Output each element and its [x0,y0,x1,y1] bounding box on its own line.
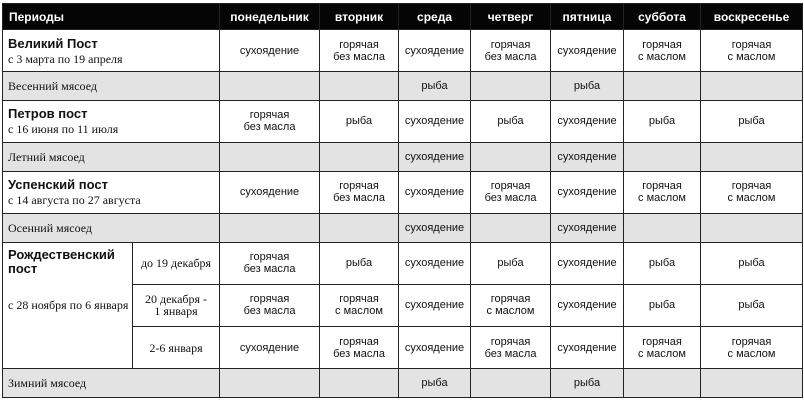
cell-value: сухоядение [557,115,617,128]
subperiod-label [133,242,220,284]
cell-mon [220,171,320,213]
cell-value: сухоядение [239,186,300,199]
cell-fri [551,30,624,72]
cell-value: рыба [345,115,373,128]
cell-fri [551,171,624,213]
cell-sun [701,100,803,142]
header-wednesday: среда [399,4,471,30]
cell-value: рыба [497,115,524,128]
cell-sun [701,242,803,284]
cell-value: сухоядение [557,186,617,199]
cell-value: горячая с маслом [727,180,776,205]
cell-value: горячая с маслом [727,38,776,63]
cell-value: сухоядение [404,341,465,354]
cell-value: горячая с маслом [486,293,535,318]
cell-value: горячая без масла [333,38,385,63]
cell-wed: рыба [399,72,471,101]
row-autumn-meat [3,213,803,242]
cell-mon [220,327,320,369]
cell-fri: сухоядение [551,143,624,172]
cell-mon [220,284,320,326]
cell-wed [399,30,471,72]
cell-value: сухоядение [404,44,465,57]
fasting-calendar-table [2,3,803,398]
period-title: Великий Пост [8,35,98,51]
period-title: Рождественский пост [8,246,115,276]
cell-mon [220,242,320,284]
cell-value: горячая с маслом [638,335,686,360]
header-tuesday: вторник [320,4,399,30]
cell-value: сухоядение [239,44,300,57]
period-dates: с 14 августа по 27 августа [8,193,141,208]
cell-tue [320,143,399,172]
row-nativity-sub-1 [3,242,803,284]
row-winter-meat [3,369,803,398]
header-thursday: четверг [471,4,551,30]
subperiod-text: до 19 декабря [140,256,212,271]
cell-value: сухоядение [557,299,617,312]
cell-value: рыба [648,257,676,270]
row-great-lent [3,30,803,72]
period-summer-meat: Летний мясоед [3,143,220,172]
cell-value: сухоядение [404,299,465,312]
period-nativity-lent [3,242,133,369]
cell-thu [471,213,551,242]
cell-thu [471,369,551,398]
cell-sun [701,72,803,101]
header-row [3,4,803,30]
cell-value: горячая без масла [484,335,537,360]
cell-mon [220,213,320,242]
cell-fri: рыба [551,72,624,101]
cell-wed: сухоядение [399,143,471,172]
cell-thu [471,72,551,101]
row-summer-meat [3,143,803,172]
header-saturday: суббота [624,4,701,30]
period-dates: с 28 ноября по 6 января [8,297,129,312]
cell-sat [624,284,701,326]
period-dormition-lent [3,171,220,213]
row-spring-meat [3,72,803,101]
cell-thu [471,30,551,72]
cell-fri [551,327,624,369]
row-dormition-lent [3,171,803,213]
header-monday: понедельник [220,4,320,30]
cell-tue [320,72,399,101]
header-sunday: воскресенье [701,4,803,30]
cell-sat [624,213,701,242]
cell-sun [701,171,803,213]
cell-value: сухоядение [404,186,465,199]
cell-sat [624,171,701,213]
subperiod-text: 20 декабря - 1 января [144,292,208,319]
cell-tue [320,213,399,242]
cell-value: горячая без масла [243,109,296,134]
cell-value: сухоядение [404,115,465,128]
cell-wed: сухоядение [399,213,471,242]
row-peter-lent [3,100,803,142]
cell-value: горячая без масла [484,180,537,205]
cell-value: горячая без масла [333,335,385,360]
cell-value: сухоядение [557,341,617,354]
cell-value: рыба [738,299,765,312]
cell-value: горячая без масла [243,293,296,318]
period-peter-lent [3,100,220,142]
cell-wed [399,242,471,284]
cell-sun [701,327,803,369]
period-great-lent [3,30,220,72]
period-winter-meat: Зимний мясоед [3,369,220,398]
cell-tue [320,242,399,284]
cell-value: горячая без масла [243,251,296,276]
cell-value: рыба [648,299,676,312]
header-friday: пятница [551,4,624,30]
cell-mon [220,72,320,101]
cell-value: сухоядение [404,257,465,270]
cell-value: сухоядение [557,257,617,270]
cell-sun [701,143,803,172]
cell-value: горячая с маслом [335,293,383,318]
period-title: Петров пост [8,106,88,122]
cell-mon [220,30,320,72]
cell-thu [471,284,551,326]
cell-mon [220,369,320,398]
cell-tue [320,30,399,72]
cell-thu [471,242,551,284]
cell-sun [701,30,803,72]
cell-value: рыба [648,115,676,128]
cell-mon [220,143,320,172]
cell-value: горячая без масла [333,180,385,205]
cell-tue [320,327,399,369]
cell-sat [624,327,701,369]
cell-sun [701,369,803,398]
cell-sat [624,100,701,142]
cell-value: рыба [738,115,765,128]
period-dates: с 3 марта по 19 апреля [8,51,123,66]
cell-fri: сухоядение [551,213,624,242]
cell-thu [471,327,551,369]
cell-thu [471,171,551,213]
cell-sat [624,30,701,72]
cell-fri: рыба [551,369,624,398]
cell-wed [399,171,471,213]
cell-value: сухоядение [239,341,300,354]
cell-value: рыба [497,257,524,270]
subperiod-label [133,327,220,369]
period-dates: с 16 июня по 11 июля [8,122,119,137]
header-periods: Периоды [3,4,220,30]
period-autumn-meat: Осенний мясоед [3,213,220,242]
cell-sat [624,72,701,101]
cell-value: горячая с маслом [638,180,686,205]
cell-tue [320,100,399,142]
cell-tue [320,171,399,213]
cell-value: горячая с маслом [638,38,686,63]
subperiod-label [133,284,220,326]
cell-thu [471,143,551,172]
cell-wed: рыба [399,369,471,398]
period-title: Успенский пост [8,177,108,193]
cell-value: горячая с маслом [727,335,776,360]
cell-value: сухоядение [557,44,617,57]
cell-wed [399,327,471,369]
cell-tue [320,369,399,398]
cell-wed [399,284,471,326]
cell-sun [701,213,803,242]
cell-sat [624,143,701,172]
period-spring-meat: Весенний мясоед [3,72,220,101]
cell-value: рыба [345,257,373,270]
cell-sat [624,242,701,284]
cell-fri [551,242,624,284]
cell-mon [220,100,320,142]
cell-fri [551,284,624,326]
cell-wed [399,100,471,142]
cell-value: рыба [738,257,765,270]
cell-tue [320,284,399,326]
cell-sat [624,369,701,398]
cell-sun [701,284,803,326]
subperiod-text: 2-6 января [149,340,203,355]
cell-fri [551,100,624,142]
cell-value: горячая без масла [484,38,537,63]
cell-thu [471,100,551,142]
